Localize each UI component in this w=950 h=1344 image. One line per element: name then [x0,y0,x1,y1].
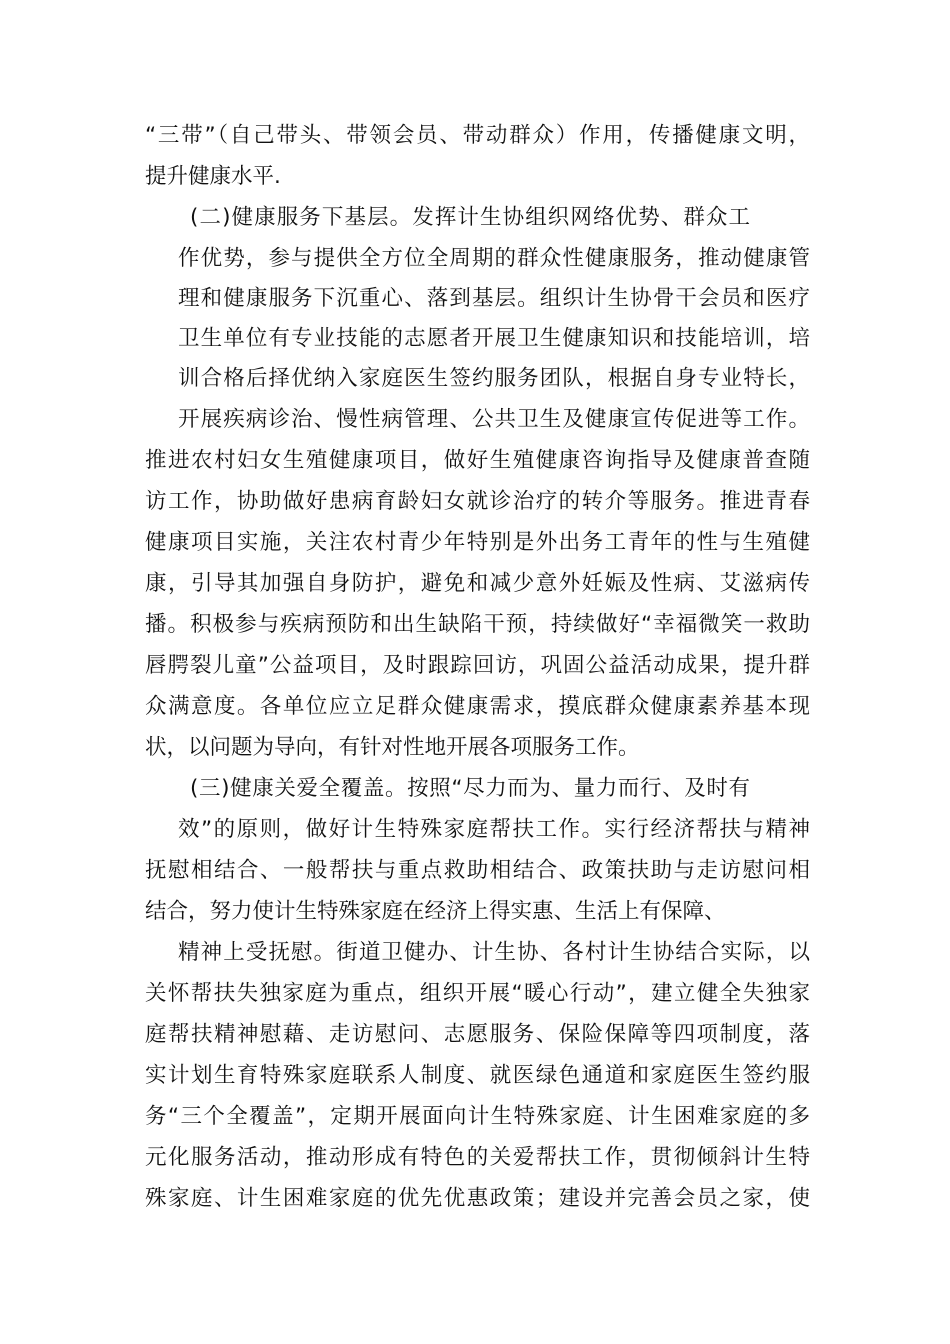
text-line: 抚慰相结合、一般帮扶与重点救助相结合、政策扶助与走访慰问相 [145,858,810,883]
text-line: 实计划生育特殊家庭联系人制度、就医绿色通道和家庭医生签约服 [145,1063,810,1088]
text-line: 精神上受抚慰。街道卫健办、计生协、各村计生协结合实际，以 [178,940,810,965]
text-line: 开展疾病诊治、慢性病管理、公共卫生及健康宣传促进等工作。 [178,407,810,432]
text-line: 务“三个全覆盖”，定期开展面向计生特殊家庭、计生困难家庭的多 [145,1104,810,1129]
text-line: 关怀帮扶失独家庭为重点，组织开展“暖心行动”，建立健全失独家 [145,981,810,1006]
text-line: 作优势，参与提供全方位全周期的群众性健康服务，推动健康管 [178,246,810,271]
text-line: 庭帮扶精神慰藉、走访慰问、志愿服务、保险保障等四项制度，落 [145,1022,810,1047]
section-heading-line: (三)健康关爱全覆盖。按照“尽力而为、量力而行、及时有 [190,776,750,801]
text-line: “三带”（自己带头、带领会员、带动群众）作用，传播健康文明， [145,123,810,148]
text-line: 结合，努力使计生特殊家庭在经济上得实惠、生活上有保障、 [145,899,726,924]
text-line: 状，以问题为导向，有针对性地开展各项服务工作。 [145,735,640,760]
text-line: 殊家庭、计生困难家庭的优先优惠政策；建设并完善会员之家，使 [145,1186,810,1211]
text-line: 健康项目实施，关注农村青少年特别是外出务工青年的性与生殖健 [145,530,810,555]
text-line: 唇腭裂儿童”公益项目，及时跟踪回访，巩固公益活动成果，提升群 [145,653,810,678]
text-line: 卫生单位有专业技能的志愿者开展卫生健康知识和技能培训，培 [178,326,810,351]
text-line: 播。积极参与疾病预防和出生缺陷干预，持续做好“幸福微笑一救助 [145,612,810,637]
text-line: 访工作，协助做好患病育龄妇女就诊治疗的转介等服务。推进青春 [145,489,810,514]
text-line: 元化服务活动，推动形成有特色的关爱帮扶工作，贯彻倾斜计生特 [145,1145,810,1170]
text-line: 推进农村妇女生殖健康项目，做好生殖健康咨询指导及健康普查随 [145,448,810,473]
text-line: 理和健康服务下沉重心、落到基层。组织计生协骨干会员和医疗 [178,286,810,311]
text-line: 训合格后择优纳入家庭医生签约服务团队，根据自身专业特长， [178,366,810,391]
text-line: 众满意度。各单位应立足群众健康需求，摸底群众健康素养基本现 [145,694,810,719]
text-line: 提升健康水平. [145,164,281,189]
text-line: 效”的原则，做好计生特殊家庭帮扶工作。实行经济帮扶与精神 [178,817,810,842]
section-heading-line: (二)健康服务下基层。发挥计生协组织网络优势、群众工 [190,205,750,230]
text-line: 康，引导其加强自身防护，避免和减少意外妊娠及性病、艾滋病传 [145,571,810,596]
